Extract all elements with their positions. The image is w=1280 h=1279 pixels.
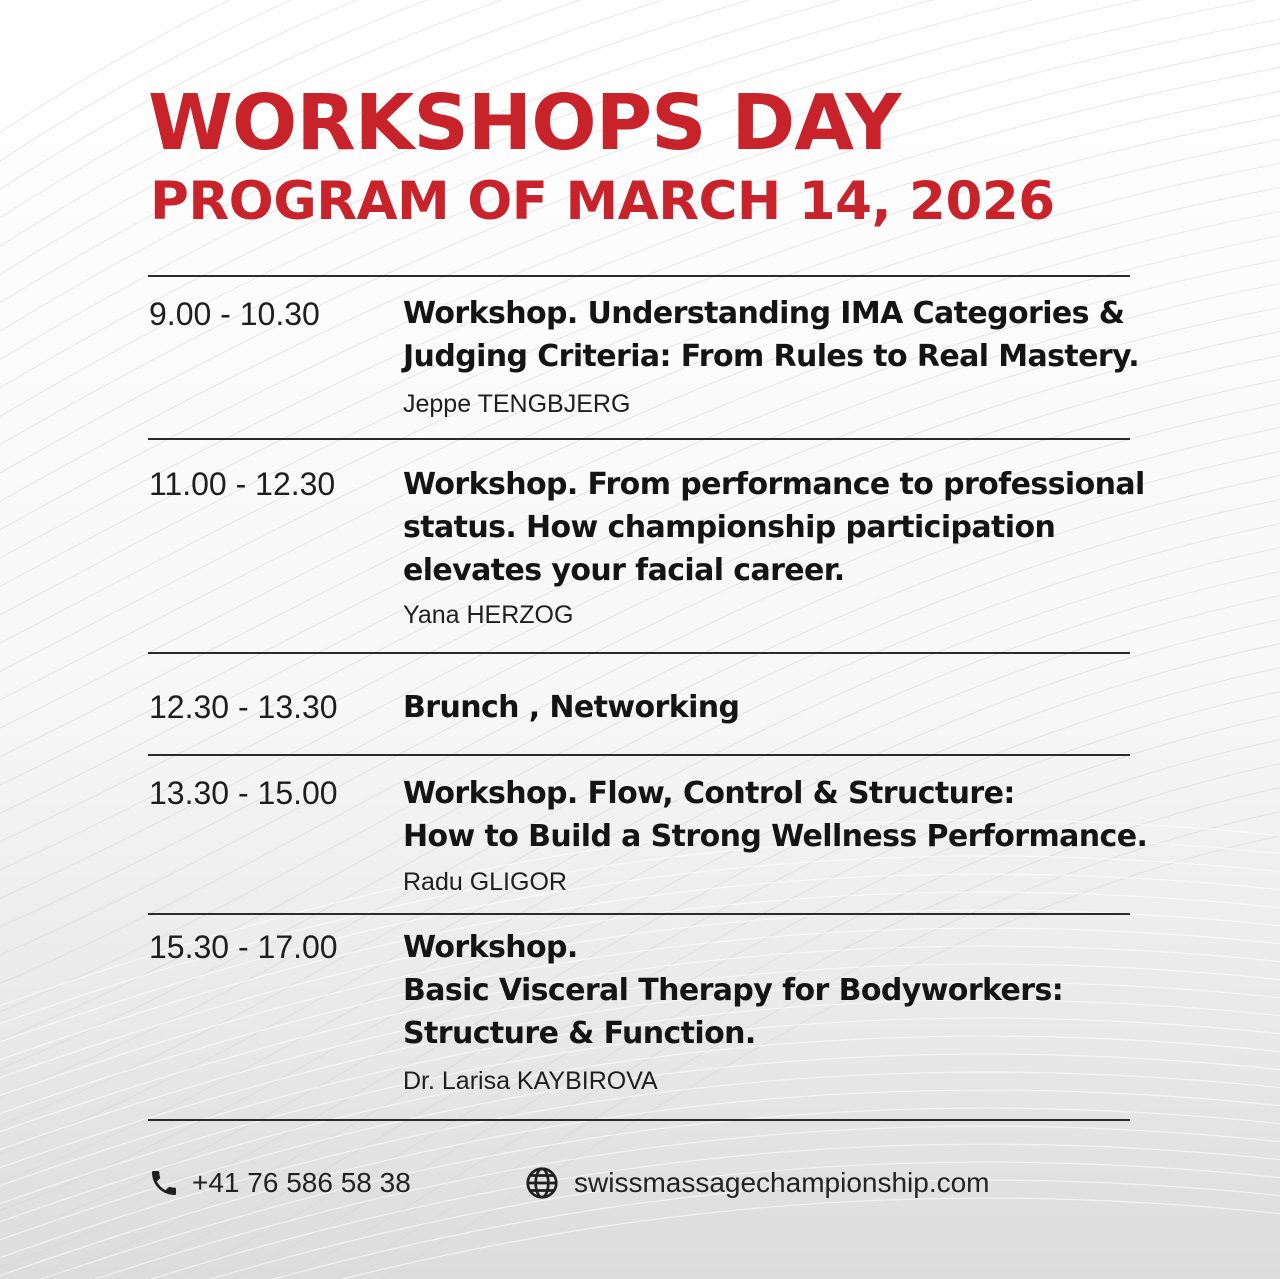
page-subtitle: PROGRAM OF MARCH 14, 2026 — [150, 171, 1055, 232]
session-title-line: Judging Criteria: From Rules to Real Mastery. — [403, 339, 1140, 374]
session-title — [403, 686, 1173, 729]
phone-number: +41 76 586 58 38 — [192, 1167, 411, 1198]
session-title-line: Workshop. From performance to professional — [403, 467, 1145, 502]
divider — [148, 913, 1130, 915]
divider — [148, 1119, 1130, 1121]
page-title: WORKSHOPS DAY — [148, 79, 901, 168]
session-speaker: Yana HERZOG — [403, 601, 574, 629]
session-speaker: Jeppe TENGBJERG — [403, 390, 631, 418]
phone-contact[interactable] — [148, 1165, 411, 1201]
session-time: 9.00 - 10.30 — [149, 296, 320, 332]
session-title-line: elevates your facial career. — [403, 553, 845, 588]
website-url: swissmassagechampionship.com — [574, 1167, 990, 1198]
background-wave-line — [0, 180, 1280, 720]
phone-icon — [148, 1167, 180, 1199]
session-title — [403, 926, 1173, 1055]
session-title-line: Workshop. — [403, 930, 578, 965]
background-wave-line — [0, 156, 1280, 692]
session-title-line: Brunch , Networking — [403, 690, 740, 725]
divider — [148, 754, 1130, 756]
session-title-line: How to Build a Strong Wellness Performance. — [403, 819, 1148, 854]
session-title — [403, 463, 1173, 592]
globe-icon — [524, 1165, 560, 1201]
session-title — [403, 772, 1173, 858]
session-title-line: Workshop. Flow, Control & Structure: — [403, 776, 1015, 811]
website-link[interactable] — [524, 1165, 990, 1201]
divider — [148, 438, 1130, 440]
divider — [148, 652, 1130, 654]
session-title-line: status. How championship participation — [403, 510, 1056, 545]
session-speaker: Radu GLIGOR — [403, 868, 567, 896]
divider — [148, 275, 1130, 277]
session-time: 15.30 - 17.00 — [149, 929, 338, 965]
session-title-line: Workshop. Understanding IMA Categories & — [403, 296, 1125, 331]
background-wave-line — [0, 0, 1280, 496]
session-title — [403, 292, 1173, 378]
session-title-line: Structure & Function. — [403, 1016, 756, 1051]
session-time: 11.00 - 12.30 — [149, 466, 336, 502]
session-title-line: Basic Visceral Therapy for Bodyworkers: — [403, 973, 1064, 1008]
session-speaker: Dr. Larisa KAYBIROVA — [403, 1067, 658, 1095]
session-time: 13.30 - 15.00 — [149, 775, 338, 811]
background-wave-line — [0, 1126, 1280, 1279]
session-time: 12.30 - 13.30 — [149, 689, 338, 725]
